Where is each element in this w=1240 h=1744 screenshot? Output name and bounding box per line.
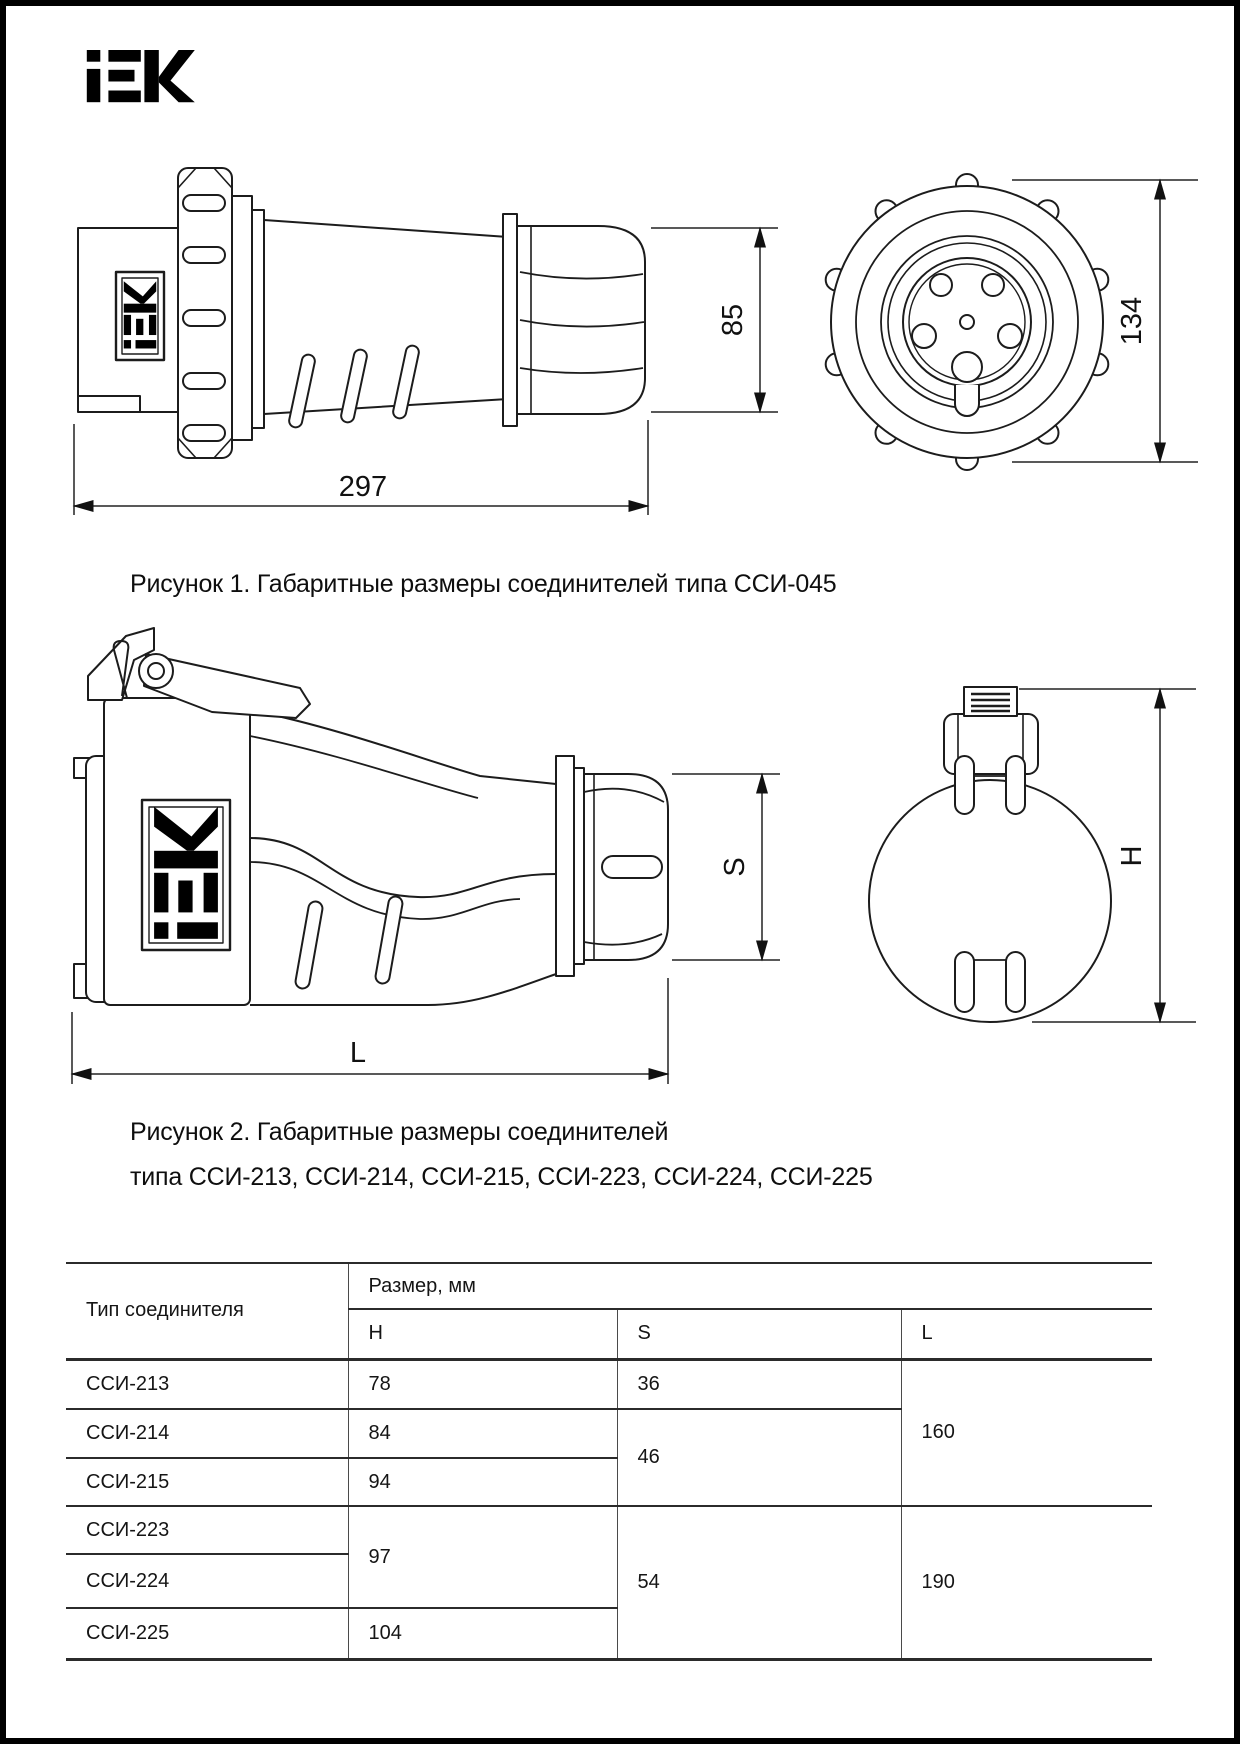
- cell-type: ССИ-224: [66, 1554, 348, 1608]
- cell-H: 104: [348, 1608, 617, 1659]
- figure1-side-view: [78, 168, 645, 458]
- col-header-size: Размер, мм: [368, 1274, 476, 1297]
- dimensions-table: [66, 1262, 1152, 1661]
- iek-logo: [87, 50, 195, 102]
- table-header-row: [66, 1263, 1152, 1309]
- figure2-rear-view: [869, 687, 1111, 1022]
- cell-L: 190: [901, 1506, 1152, 1659]
- figure1-caption: Рисунок 1. Габаритные размеры соединителей типа ССИ-045: [130, 570, 837, 598]
- cell-H: 78: [348, 1359, 617, 1409]
- dim-label-L: L: [349, 1037, 367, 1069]
- cell-S: 54: [617, 1506, 901, 1659]
- dim-diameter-134: 134: [1116, 296, 1148, 346]
- cell-type: ССИ-225: [66, 1608, 348, 1659]
- figure2-caption-line1: Рисунок 2. Габаритные размеры соединителей: [130, 1118, 669, 1146]
- subheader-S: S: [617, 1309, 901, 1359]
- figure1-front-view: [826, 174, 1109, 470]
- dim-label-H: H: [1116, 845, 1148, 867]
- subheader-H: H: [348, 1309, 617, 1359]
- cell-H: 84: [348, 1409, 617, 1458]
- cell-type: ССИ-213: [66, 1359, 348, 1409]
- cell-type: ССИ-215: [66, 1458, 348, 1506]
- cell-H: 94: [348, 1458, 617, 1506]
- figure2-caption-line2: типа ССИ-213, ССИ-214, ССИ-215, ССИ-223, ССИ-224, ССИ-225: [130, 1163, 873, 1191]
- cell-L: 160: [901, 1359, 1152, 1506]
- cell-H: 97: [348, 1506, 617, 1608]
- cell-type: ССИ-214: [66, 1409, 348, 1458]
- dim-length-297: 297: [338, 471, 388, 503]
- subheader-L: L: [901, 1309, 1152, 1359]
- cell-type: ССИ-223: [66, 1506, 348, 1554]
- dim-height-85: 85: [717, 303, 749, 337]
- table-row: [66, 1359, 1152, 1409]
- dim-label-S: S: [719, 857, 751, 877]
- cell-S: 36: [617, 1359, 901, 1409]
- cell-S: 46: [617, 1409, 901, 1506]
- table-row: [66, 1506, 1152, 1554]
- figure2-side-view: [74, 628, 668, 1005]
- col-header-type: Тип соединителя: [66, 1263, 348, 1359]
